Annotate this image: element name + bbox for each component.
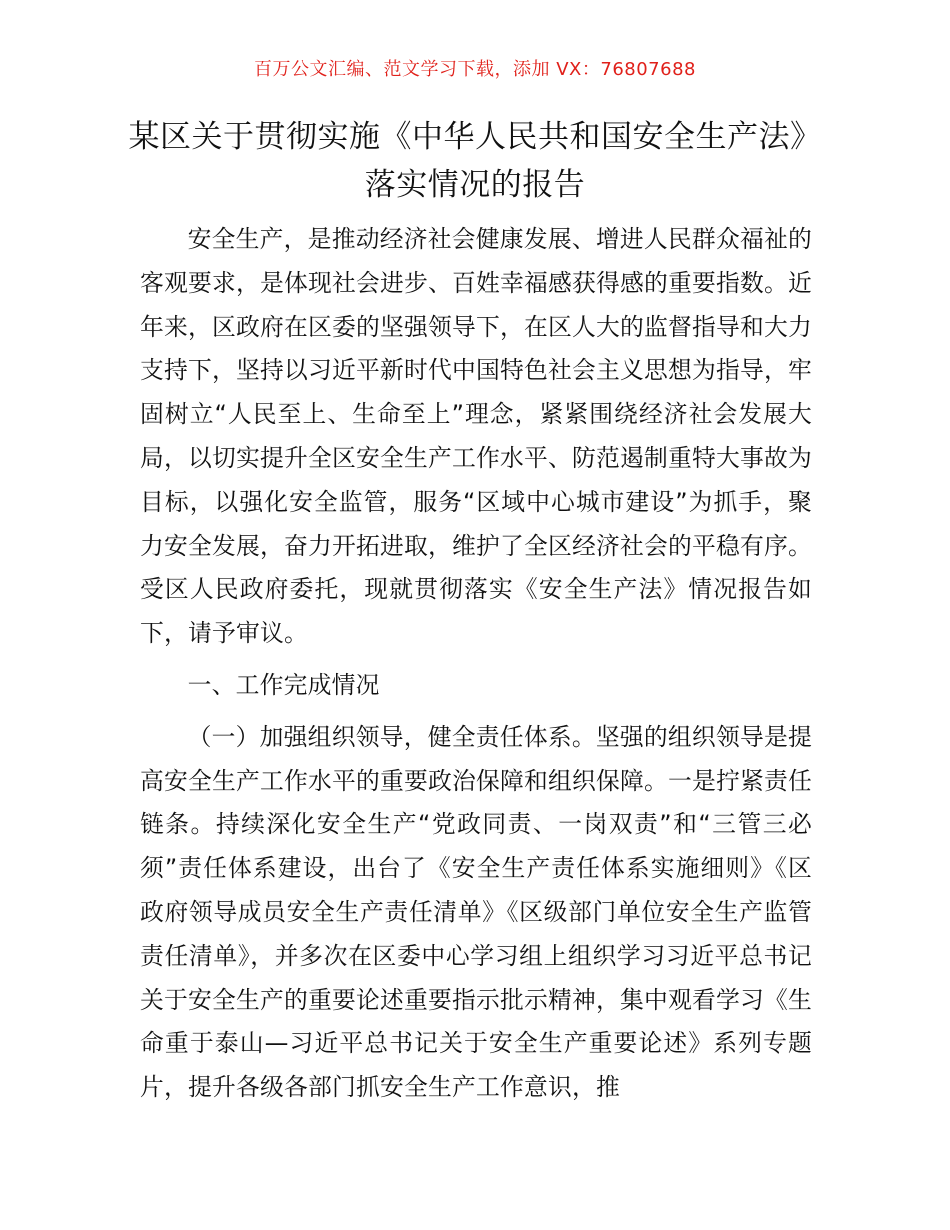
section-paragraph: （一）加强组织领导，健全责任体系。坚强的组织领导是提高安全生产工作水平的重要政治保障和组织保障。一是拧紧责任链条。持续深化安全生产“党政同责、一岗双责”和“三管三必须”责任体系建设，出台了《安全生产责任体系实施细则》《区政府领导成员安全生产责任清单》《区级部门单位安全生产监管责任清单》，并多次在区委中心学习组上组织学习习近平总书记关于安全生产的重要论述重要指示批示精神，集中观看学习《生命重于泰山—习近平总书记关于安全生产重要论述》系列专题片，提升各级各部门抓安全生产工作意识，推 bbox=[140, 722, 812, 1102]
document-body bbox=[140, 218, 812, 1110]
intro-paragraph: 安全生产，是推动经济社会健康发展、增进人民群众福祉的客观要求，是体现社会进步、百姓幸福感获得感的重要指数。近年来，区政府在区委的坚强领导下，在区人大的监督指导和大力支持下，坚持以习近平新时代中国特色社会主义思想为指导，牢固树立“人民至上、生命至上”理念，紧紧围绕经济社会发展大局，以切实提升全区安全生产工作水平、防范遏制重特大事故为目标，以强化安全监管，服务“区域中心城市建设”为抓手，聚力安全发展，奋力开拓进取，维护了全区经济社会的平稳有序。受区人民政府委托，现就贯彻落实《安全生产法》情况报告如下，请予审议。 bbox=[140, 225, 812, 648]
promo-banner: 百万公文汇编、范文学习下载，添加 VX：76807688 bbox=[254, 59, 696, 80]
section-heading: 一、工作完成情况 bbox=[187, 670, 380, 699]
document-title: 某区关于贯彻实施《中华人民共和国安全生产法》落实情况的报告 bbox=[128, 119, 822, 203]
